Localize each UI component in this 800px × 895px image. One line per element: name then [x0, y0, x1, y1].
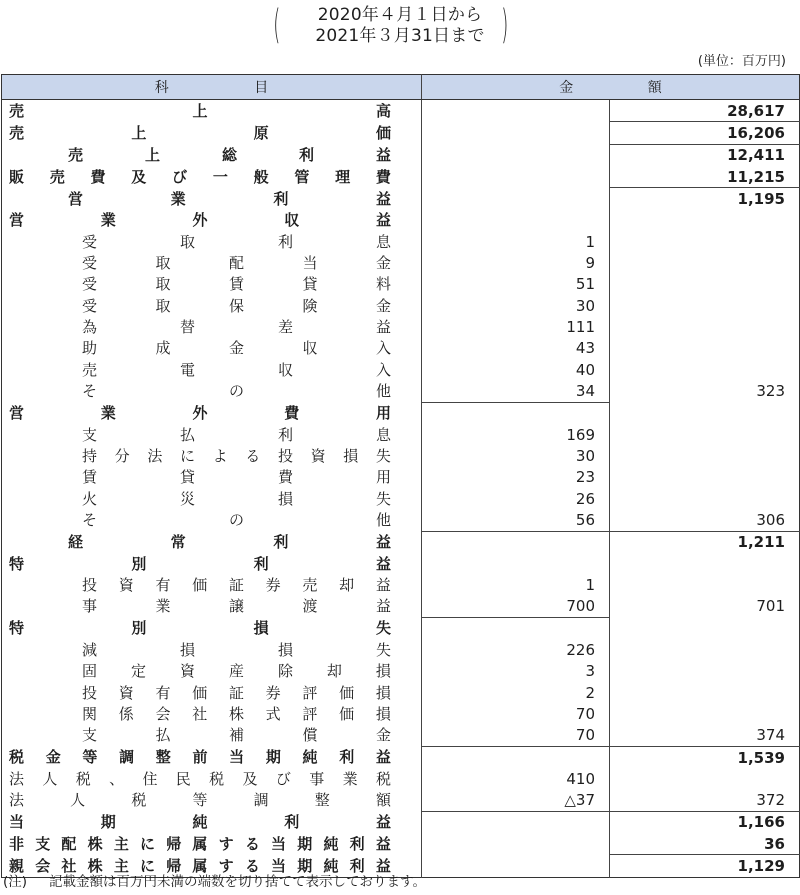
- account-label: 減 損 損 失: [82, 640, 391, 659]
- detail-amount: 226: [422, 639, 610, 660]
- detail-amount: 410: [422, 768, 610, 789]
- total-amount: 306: [756, 510, 785, 529]
- table-row: [2, 144, 800, 166]
- table-row: [2, 359, 800, 380]
- account-cell: [2, 210, 422, 231]
- account-cell: [2, 768, 422, 789]
- detail-amount: 34: [422, 380, 610, 402]
- account-cell: [2, 746, 422, 768]
- total-amount: [610, 617, 800, 639]
- table-row: [2, 746, 800, 768]
- table-row: [2, 617, 800, 639]
- account-label: 法 人 税 等 調 整 額: [9, 791, 391, 810]
- total-amount: 701: [756, 597, 785, 616]
- account-cell: [2, 553, 422, 574]
- total-amount: 28,617: [727, 101, 785, 120]
- total-amount: [610, 661, 800, 682]
- total-amount: [610, 488, 800, 509]
- table-row: [2, 316, 800, 337]
- table-row: [2, 100, 800, 122]
- total-amount: [610, 445, 800, 466]
- detail-amount: [422, 188, 610, 210]
- total-amount: 1,195: [610, 188, 800, 210]
- header-account-char-1: 科: [154, 80, 169, 96]
- account-cell: [2, 639, 422, 660]
- account-cell: [2, 531, 422, 553]
- total-amount: 11,215: [727, 167, 785, 186]
- account-cell: [2, 617, 422, 639]
- account-label: 当 期 純 利 益: [9, 813, 391, 832]
- account-label: 営 業 利 益: [68, 189, 391, 208]
- detail-amount: [422, 166, 610, 188]
- header-amount: [422, 75, 800, 100]
- footnote-prefix: (注): [3, 874, 28, 890]
- detail-amount: 51: [422, 274, 610, 295]
- total-amount: [610, 295, 800, 316]
- period-start: 2020年４月１日から: [317, 5, 483, 25]
- footnote-text: 記載金額は百万円未満の端数を切り捨てて表示しております。: [49, 874, 426, 890]
- account-cell: [2, 833, 422, 855]
- table-row: [2, 661, 800, 682]
- detail-amount: [422, 746, 610, 768]
- detail-amount: [422, 122, 610, 144]
- table-row: [2, 488, 800, 509]
- table-row: [2, 424, 800, 445]
- total-amount: [610, 424, 800, 445]
- right-bracket: ): [501, 2, 509, 48]
- header-account-char-2: 目: [254, 80, 269, 96]
- account-label: 非 支 配 株 主 に 帰 属 す る 当 期 純 利 益: [9, 835, 391, 854]
- account-cell: [2, 725, 422, 747]
- table-row: [2, 210, 800, 231]
- table-row: [2, 596, 800, 618]
- account-cell: [2, 231, 422, 252]
- account-label: 受 取 賃 貸 料: [82, 275, 391, 294]
- account-label: 特 別 利 益: [9, 554, 391, 573]
- account-label: 売 上 原 価: [9, 123, 391, 142]
- account-label: 投 資 有 価 証 券 評 価 損: [82, 683, 391, 702]
- account-label: 為 替 差 益: [82, 317, 391, 336]
- account-label: そ の 他: [82, 511, 391, 530]
- account-cell: [2, 467, 422, 488]
- table-row: [2, 231, 800, 252]
- detail-amount: [422, 855, 610, 877]
- table-row: [2, 553, 800, 574]
- left-bracket: (: [273, 2, 281, 48]
- account-label: 販 売 費 及 び 一 般 管 理 費: [9, 167, 391, 186]
- table-row: [2, 833, 800, 855]
- account-cell: [2, 380, 422, 402]
- account-cell: [2, 359, 422, 380]
- account-cell: [2, 811, 422, 833]
- account-label: 特 別 損 失: [9, 619, 391, 638]
- total-amount: 1,166: [610, 811, 800, 833]
- account-cell: [2, 338, 422, 359]
- account-label: 税 金 等 調 整 前 当 期 純 利 益: [9, 748, 391, 767]
- account-cell: [2, 596, 422, 618]
- table-row: [2, 445, 800, 466]
- account-label: 受 取 配 当 金: [82, 253, 391, 272]
- table-row: [2, 380, 800, 402]
- detail-amount: 30: [422, 295, 610, 316]
- detail-amount: 700: [422, 596, 610, 618]
- account-cell: [2, 488, 422, 509]
- detail-amount: [422, 210, 610, 231]
- detail-amount: 9: [422, 252, 610, 273]
- total-amount: [610, 210, 800, 231]
- detail-amount: 70: [422, 725, 610, 747]
- account-label: 営 業 外 費 用: [9, 404, 391, 422]
- account-cell: [2, 703, 422, 724]
- account-cell: [2, 574, 422, 595]
- table-row: [2, 338, 800, 359]
- detail-amount: [422, 811, 610, 833]
- header-amount-char-2: 額: [647, 80, 662, 96]
- detail-amount: 3: [422, 661, 610, 682]
- total-amount: 1,211: [610, 531, 800, 553]
- account-label: 支 払 補 償 金: [82, 726, 391, 745]
- total-amount: 1,539: [610, 746, 800, 768]
- account-cell: [2, 100, 422, 122]
- account-cell: [2, 790, 422, 812]
- detail-amount: 43: [422, 338, 610, 359]
- account-label: 関 係 会 社 株 式 評 価 損: [82, 704, 391, 723]
- account-label: 火 災 損 失: [82, 489, 391, 508]
- total-amount: [610, 274, 800, 295]
- table-row: [2, 166, 800, 188]
- table-row: [2, 188, 800, 210]
- table-row: [2, 252, 800, 273]
- account-label: 受 取 利 息: [82, 232, 391, 251]
- detail-amount: [422, 144, 610, 166]
- total-amount: [610, 467, 800, 488]
- account-cell: [2, 144, 422, 166]
- total-amount: 16,206: [610, 122, 800, 144]
- account-label: 固 定 資 産 除 却 損: [82, 662, 391, 681]
- account-label: 親 会 社 株 主 に 帰 属 す る 当 期 純 利 益: [9, 856, 391, 875]
- header-amount-char-1: 金: [559, 80, 574, 96]
- table-row: [2, 402, 800, 424]
- detail-amount: 56: [422, 509, 610, 531]
- detail-amount: 1: [422, 574, 610, 595]
- footnote: [3, 873, 426, 891]
- detail-amount: [422, 100, 610, 122]
- total-amount: 12,411: [610, 144, 800, 166]
- account-cell: [2, 252, 422, 273]
- total-amount: [610, 316, 800, 337]
- account-label: 賃 貸 費 用: [82, 468, 391, 487]
- table-row: [2, 811, 800, 833]
- account-label: 投 資 有 価 証 券 売 却 益: [82, 575, 391, 594]
- total-amount: [610, 639, 800, 660]
- total-amount: [610, 553, 800, 574]
- account-cell: [2, 445, 422, 466]
- account-cell: [2, 295, 422, 316]
- unit-label: (単位：百万円): [697, 54, 786, 69]
- table-row: [2, 274, 800, 295]
- detail-amount: △37: [422, 790, 610, 812]
- table-row: [2, 768, 800, 789]
- table-row: [2, 790, 800, 812]
- account-cell: [2, 188, 422, 210]
- detail-amount: 2: [422, 682, 610, 703]
- detail-amount: [422, 617, 610, 639]
- table-header-row: [2, 75, 800, 100]
- period-end: 2021年３月31日まで: [315, 26, 485, 46]
- table-body: [2, 100, 800, 878]
- detail-amount: 40: [422, 359, 610, 380]
- account-label: 支 払 利 息: [82, 425, 391, 444]
- total-amount: 36: [764, 834, 785, 853]
- account-cell: [2, 509, 422, 531]
- total-amount: [610, 231, 800, 252]
- table-row: [2, 574, 800, 595]
- account-label: 売 電 収 入: [82, 360, 391, 379]
- detail-amount: 111: [422, 316, 610, 337]
- total-amount: 374: [756, 726, 785, 745]
- account-cell: [2, 682, 422, 703]
- detail-amount: 169: [422, 424, 610, 445]
- table-row: [2, 295, 800, 316]
- total-amount: 1,129: [610, 855, 800, 877]
- header-account: [2, 75, 422, 100]
- account-label: 事 業 譲 渡 益: [82, 597, 391, 616]
- account-cell: [2, 122, 422, 144]
- account-cell: [2, 316, 422, 337]
- account-label: 受 取 保 険 金: [82, 296, 391, 315]
- total-amount: [610, 768, 800, 789]
- detail-amount: [422, 531, 610, 553]
- account-cell: [2, 402, 422, 424]
- detail-amount: [422, 553, 610, 574]
- account-label: 売 上 高: [9, 101, 391, 120]
- total-amount: [610, 574, 800, 595]
- detail-amount: 30: [422, 445, 610, 466]
- total-amount: [610, 338, 800, 359]
- account-label: 売 上 総 利 益: [68, 146, 391, 165]
- account-label: 助 成 金 収 入: [82, 339, 391, 358]
- account-cell: [2, 661, 422, 682]
- table-row: [2, 639, 800, 660]
- table-row: [2, 531, 800, 553]
- period-header: [0, 3, 800, 49]
- account-cell: [2, 166, 422, 188]
- total-amount: [610, 359, 800, 380]
- account-label: 経 常 利 益: [68, 532, 391, 551]
- total-amount: 372: [756, 791, 785, 810]
- table-row: [2, 122, 800, 144]
- total-amount: [610, 682, 800, 703]
- account-label: 法 人 税 、 住 民 税 及 び 事 業 税: [9, 769, 391, 788]
- total-amount: [610, 402, 800, 424]
- detail-amount: 23: [422, 467, 610, 488]
- table-row: [2, 703, 800, 724]
- table-row: [2, 682, 800, 703]
- table-row: [2, 725, 800, 747]
- detail-amount: 1: [422, 231, 610, 252]
- table-row: [2, 467, 800, 488]
- total-amount: 323: [756, 382, 785, 401]
- account-cell: [2, 274, 422, 295]
- detail-amount: 26: [422, 488, 610, 509]
- detail-amount: [422, 402, 610, 424]
- total-amount: [610, 252, 800, 273]
- table-row: [2, 509, 800, 531]
- account-label: 持 分 法 に よ る 投 資 損 失: [82, 446, 391, 465]
- account-label: そ の 他: [82, 382, 391, 401]
- account-cell: [2, 424, 422, 445]
- total-amount: [610, 703, 800, 724]
- detail-amount: 70: [422, 703, 610, 724]
- account-label: 営 業 外 収 益: [9, 211, 391, 230]
- detail-amount: [422, 833, 610, 855]
- income-statement-table: [1, 74, 800, 878]
